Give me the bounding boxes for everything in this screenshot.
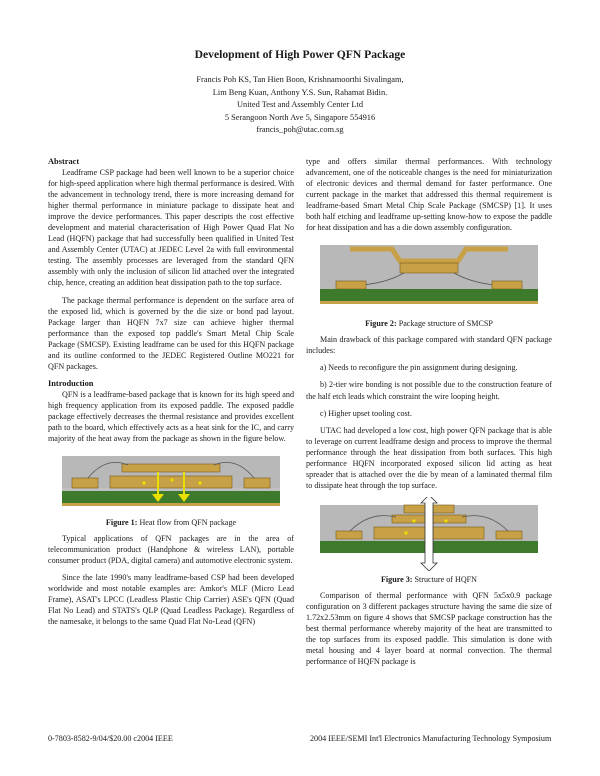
abstract-heading: Abstract [48, 157, 80, 166]
author-line: Francis Poh KS, Tan Hien Boon, Krishnamoorthi Sivalingam, [196, 75, 404, 84]
author-line: Lim Beng Kuan, Anthony Y.S. Sun, Rahamat Bidin. [212, 87, 388, 97]
body-paragraph: Comparison of thermal performance with QFN 5x5x0.9 package configuration on 3 different packages structure having the same die size of 1.72x2.53mm on figure 4 shows that SMCSP package construction has the best thermal performance whereby majority of the heat are transmitted to the top surfaces from its exposed paddle. This simulation is done with metal housing and 4 layer board at normal convection. The thermal performance of HQFN package is [306, 590, 552, 667]
figure-1-heat-flow-qfn [48, 450, 294, 514]
heat-dot [412, 519, 415, 522]
heat-dot [142, 481, 145, 484]
lead-left [72, 478, 98, 488]
paper-title: Development of High Power QFN Package [194, 48, 406, 61]
list-item: c) Higher upset tooling cost. [320, 408, 412, 418]
body-paragraph: UTAC had developed a low cost, high power QFN package that is able to leverage on current leadframe design and process to improve the thermal performance through the heat dissipation from both surfaces. This high performance HQFN incorporated exposed silicon lid acting as heat spreader that is attached over the die by mean of a laminated thermal film to dissipate heat through the top surface. [306, 425, 552, 490]
body-paragraph: type and offers similar thermal performances. With technology advancement, one of the noticeable changes is the need for miniaturization of electronic devices and thermal demand for faster performance. One current package in the market that addressed this thermal requirement is leadframe-based Smart Metal Chip Scale Package (SMCSP) [1]. It uses both half etching and leadframe up-setting know-how to expose the paddle for heat dissipation and has a die down assembly configuration. [306, 157, 552, 233]
right-column [306, 156, 552, 667]
caption-label: Figure 2: [365, 319, 397, 329]
figure-2-caption [306, 319, 552, 328]
heat-dot [404, 531, 407, 534]
lead-right [496, 531, 522, 539]
die-paddle [110, 476, 232, 488]
email: francis_poh@utac.com.sg [256, 125, 344, 135]
intro-paragraph: QFN is a leadframe-based package that is known for its high speed and high frequency application from its exposed paddle. The exposed paddle package effectively decreases the thermal resistance and provides excellent path to the board, which effectively acts as a heat sink for the IC, and carry majority of the heat away from the package as shown in the figure below. [48, 389, 294, 444]
half-etch-lead-right [492, 281, 522, 289]
pcb-board [320, 289, 538, 301]
heat-dot [444, 519, 447, 522]
abstract-paragraph: Leadframe CSP package had been well known to be a superior choice for high-speed application where high thermal performance is desired. With the advancement in technology trend, there is more increasing demand for higher thermal performance in miniature package to dissipate heat and improve the device performances. This paper descripts the cost effective development and material characterisation of High Power Quad Flat No Lead (HQFN) package that had successfully been qualified in United Test and Assembly Center (UTAC) at JEDEC Level 2a with full environmental testing. The assembly processes are leveraged from the standard QFN assembly with only the inclusion of silicon lid attached over the integrated chip, hence, creating an addition heat dissipation path to the top surface. [48, 168, 294, 288]
board-copper [320, 301, 538, 304]
footer-conference: 2004 IEEE/SEMI Int'l Electronics Manufacturing Technology Symposium [310, 734, 552, 743]
heat-dot [198, 481, 201, 484]
figure-3-caption [306, 575, 552, 584]
caption-text: Structure of HQFN [414, 574, 478, 584]
left-column [48, 156, 294, 627]
lead-right [244, 478, 270, 488]
figure-3-hqfn-structure [306, 497, 552, 571]
caption-label: Figure 3: [380, 574, 413, 584]
body-paragraph: Main drawback of this package compared with standard QFN package includes: [306, 335, 552, 356]
mold-edge [62, 488, 280, 491]
pcb-board [62, 491, 280, 503]
caption-text: Heat flow from QFN package [139, 518, 237, 528]
die [400, 263, 458, 273]
list-item: a) Needs to reconfigure the pin assignment during designing. [320, 363, 518, 373]
address: 5 Serangoon North Ave 5, Singapore 554916 [224, 112, 376, 122]
half-etch-lead-left [336, 281, 366, 289]
affiliation: United Test and Assembly Center Ltd [236, 100, 364, 110]
abstract-paragraph: The package thermal performance is dependent on the surface area of the exposed lid, which is governed by the die size or bond pad layout. Package larger than HQFN 7x7 size can achieve higher thermal performance than the exposed top paddle's Smart Metal Chip Scale Package (SMCSP). Existing leadframe can be used for this HQFN package and its outline conformed to the JEDEC Registered Outline MO221 for QFN packages. [48, 295, 294, 371]
board-copper [62, 503, 280, 506]
intro-paragraph: Typical applications of QFN packages are in the area of telecommunication product (Handphone & wireless LAN), portable consumer product (PDA, digital camera) and automotive electronic system. [48, 534, 294, 566]
author-block [100, 74, 500, 137]
introduction-heading: Introduction [48, 378, 94, 388]
caption-text: Package structure of SMCSP [398, 319, 493, 329]
lead-left [336, 531, 362, 539]
figure-1-caption [48, 518, 294, 527]
caption-label: Figure 1: [105, 518, 138, 528]
figure-2-smcsp-structure [306, 239, 552, 315]
intro-paragraph: Since the late 1990's many leadframe-based CSP had been developed worldwide and most notable examples are: Amkor's MLF (Micro Lead Frame), ASAT's LPCC (Leadless Plastic Chip Carrier) ASE's QFN (Quad Flat No Lead) and STATS's QLP (Quad Leadless Package). Regardless of the namesake, it belongs to the same Quad Flat No-Lead (QFN) [48, 573, 294, 627]
footer-copyright: 0-7803-8582-9/04/$20.00 c2004 IEEE [48, 734, 173, 743]
heat-dot [170, 478, 173, 481]
die [122, 464, 220, 472]
list-item: b) 2-tier wire bonding is not possible due to the construction feature of the half etch leads which constraint the wire looping height. [306, 380, 552, 401]
